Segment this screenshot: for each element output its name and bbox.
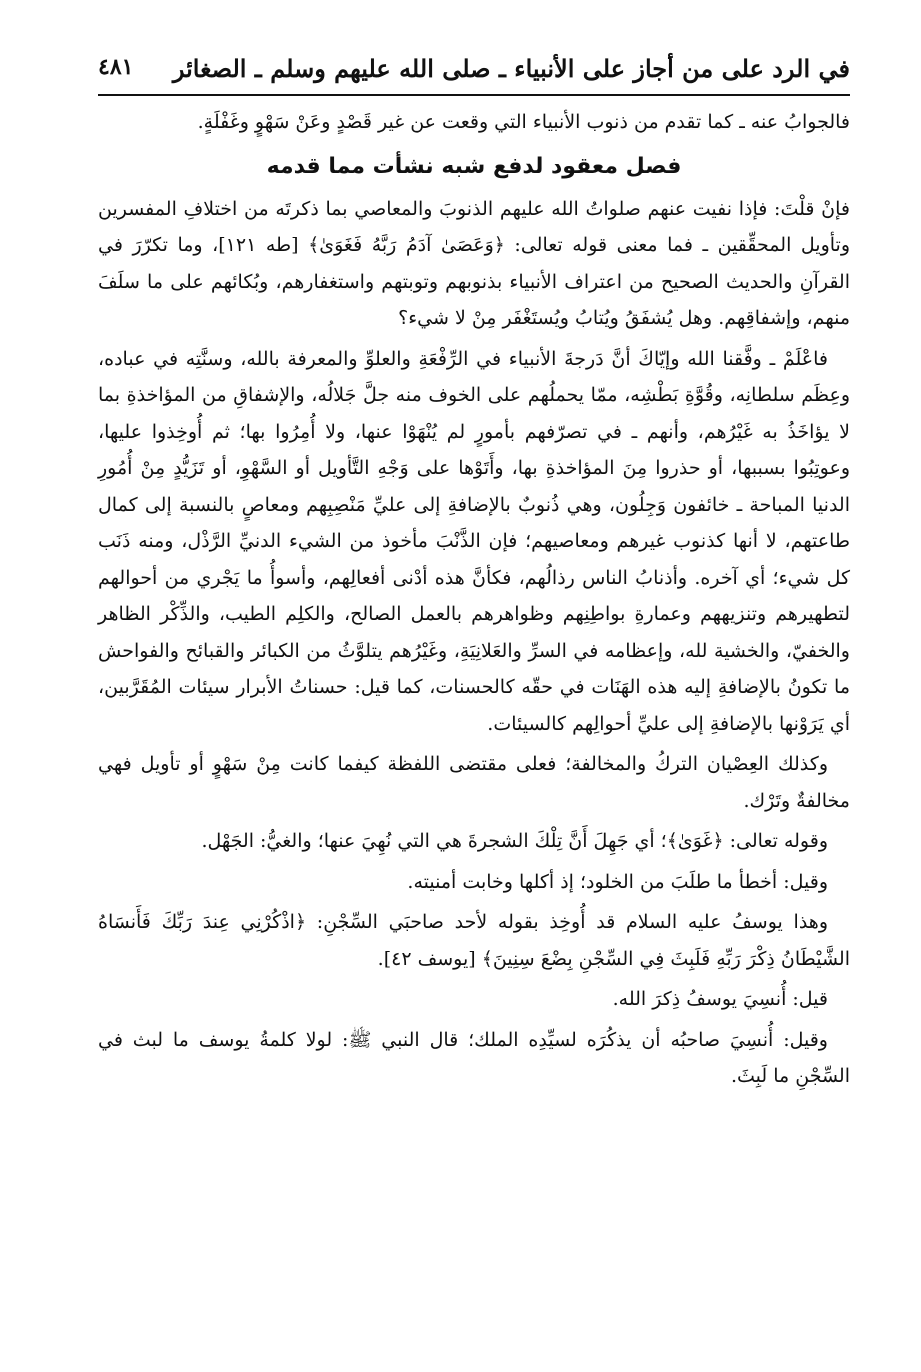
paragraph-disobedience: وكذلك العِصْيان التركُ والمخالفة؛ فعلى مقتضى اللفظة كيفما كانت مِنْ سَهْوٍ أو تأويل فهي مخالفةٌ وتَرْك. bbox=[98, 753, 850, 812]
page-number: ٤٨١ bbox=[98, 54, 134, 80]
paragraph-closing-answer: فالجوابُ عنه ـ كما تقدم من ذنوب الأنبياء التي وقعت عن غير قَصْدٍ وعَنْ سَهْوٍ وغَفْلَةٍ. bbox=[197, 111, 850, 133]
paragraph-hadith: وقيل: أُنسِيَ صاحبُه أن يذكُرَه لسيِّدِه الملك؛ قال النبي ﷺ: لولا كلمةُ يوسف ما لبث في السِّجْنِ ما لَبِثَ. bbox=[98, 1028, 850, 1087]
running-title: في الرد على من أجاز على الأنبياء ـ صلى الله عليهم وسلم ـ الصغائر bbox=[172, 54, 850, 83]
paragraph-khulud: وقيل: أخطأ ما طلَبَ من الخلود؛ إذ أكلها وخابت أمنيته. bbox=[407, 870, 828, 893]
paragraph-unsiya: قيل: أُنسِيَ يوسفُ ذِكرَ الله. bbox=[612, 988, 828, 1010]
paragraph-yusuf: وهذا يوسفُ عليه السلام قد أُوخِذ بقوله لأحد صاحبَي السِّجْنِ: ﴿اذْكُرْنِي عِندَ رَبِّكَ فَأَنسَاهُ الشَّيْطَانُ ذِكْرَ رَبِّهِ فَلَبِثَ فِي السِّجْنِ بِضْعَ سِنِينَ﴾ [يوسف ٤٢]. bbox=[98, 911, 850, 970]
page-header bbox=[98, 44, 850, 96]
section-heading: فصل معقود لدفع شبه نشأت مما قدمه bbox=[266, 153, 682, 179]
paragraph-objection: فإنْ قلْتَ: فإذا نفيت عنهم صلواتُ الله عليهم الذنوبَ والمعاصي بما ذكرتَه من اختلافِ المفسرين وتأويل المحقِّقين ـ فما معنى قوله تعالى: ﴿وَعَصَىٰ آدَمُ رَبَّهُ فَغَوَىٰ﴾ [طه ١٢١]، وما تكرّرَ في القرآنِ والحديث الصحيح من اعتراف الأنبياء بذنوبهم وتوبتهم واستغفارهم، وبُكائهم على ما سلَفَ منهم، وإشفاقِهم. وهل يُشفَقُ ويُتابُ ويُستَغْفَر مِنْ لا شيء؟ bbox=[98, 197, 850, 329]
paragraph-response: فاعْلَمْ ـ وفَّقنا الله وإيّاكَ أنَّ دَرجةَ الأنبياء في الرِّفْعَةِ والعلوِّ والمعرفة بالله، وسنَّتِه في عباده، وعِظَم سلطانِه، وقُوَّةِ بَطْشِه، ممّا يحملُهم على الخوف منه جلَّ جَلالُه، والإشفاقِ من المؤاخذةِ بما لا يؤاخَذُ به غَيْرُهم، وأنهم ـ في تصرّفهم بأمورٍ لم يُنْهَوْا عنها، ولا أُمِرُوا بها؛ ثم أُوخِذوا عليها، وعوتِبُوا بسببها، أو حذروا مِنَ المؤاخذةِ بها، وأَتَوْها على وَجْهِ التَّأويل أو السَّهْوِ، أو تَزَيُّدٍ مِنْ أُمُورِ الدنيا المباحة ـ خائفون وَجِلُون، وهي ذُنوبٌ بالإضافةِ إلى عليِّ مَنْصِبِهم ومعاصٍ بالنسبة إلى كمال طاعتهم، لا أنها كذنوب غيرهم ومعاصيهم؛ فإن الذَّنْبَ مأخوذ من الشيء الدنيِّ الرَّذْل، ومنه ذَنَب كل شيء؛ أي آخره. وأذنابُ الناس رذالُهم، فكأنَّ هذه أدْنى أفعالِهم، وأسوأُ ما يَجْري من أحوالهم لتطهيرهم وتنزيههم وعمارةِ بواطِنِهم وظواهرهم بالعمل الصالح، والكلِم الطيب، والذِّكْر الظاهر والخفيّ، والخشية لله، وإعظامه في السرِّ والعَلانِيَةِ، وغَيْرُهم يتلوَّثُ من الكبائر والقبائح والفواحش ما تكونُ بالإضافةِ إليه هذه الهَنَات في حقّه كالحسنات، كما قيل: حسناتُ الأبرار سيئات المُقَرَّبين، أي يَرَوْنها بالإضافةِ إلى عليِّ أحوالِهم كالسيئات. bbox=[98, 347, 850, 735]
page-body bbox=[98, 104, 850, 1099]
paragraph-ghawa: وقوله تعالى: ﴿غَوَىٰ﴾؛ أي جَهِلَ أَنَّ تِلْكَ الشجرةَ هي التي نُهِيَ عنها؛ والغيُّ: الجَهْل. bbox=[201, 830, 828, 852]
